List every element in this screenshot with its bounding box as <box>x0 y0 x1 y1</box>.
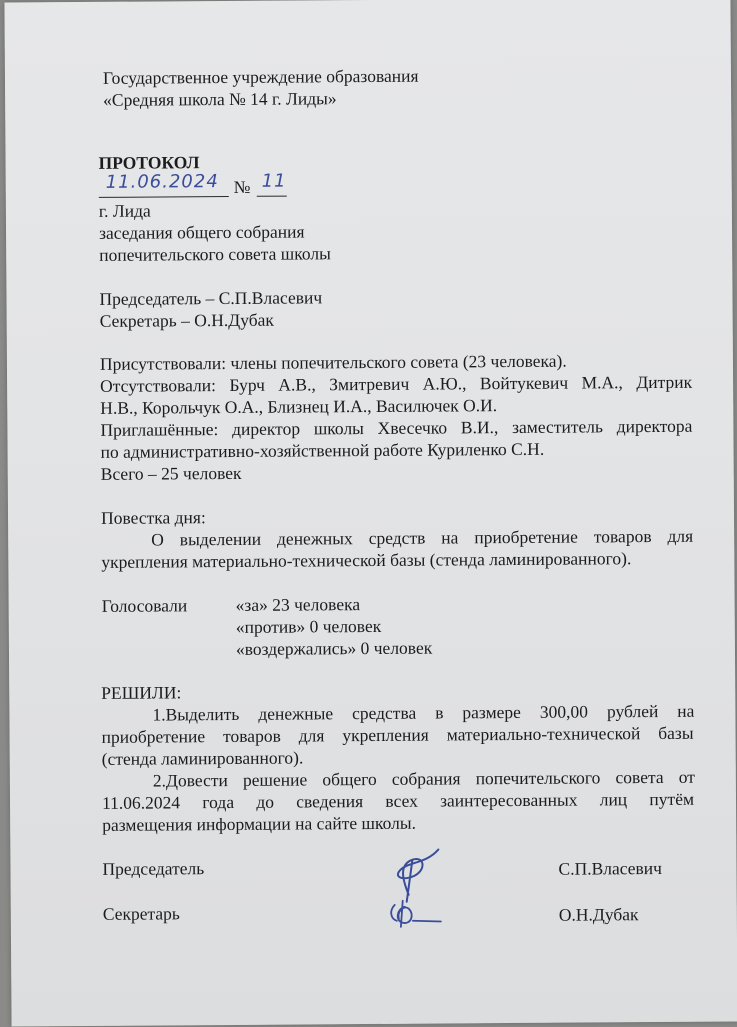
absent-line-1: Отсутствовали: Бурч А.В., Змитревич А.Ю., Войтукевич М.А., Дитрик <box>100 371 693 396</box>
total-line: Всего – 25 человек <box>100 462 242 484</box>
invited-line-1: Приглашённые: директор школы Хвесечко В.И., заместитель директора <box>100 415 693 440</box>
secretary-signature-mark <box>383 894 463 935</box>
number-sign: № <box>233 176 251 197</box>
agenda-item-line-1: О выделении денежных средств на приобретение товаров для <box>151 525 694 550</box>
number-underline <box>257 196 287 197</box>
chair-line: Председатель – С.П.Власевич <box>99 287 323 309</box>
agenda-item-line-2: укрепления материально-технической базы (стенда ламинированного). <box>101 548 632 572</box>
vote-abstained: «воздержались» 0 человек <box>235 637 433 659</box>
chair-signature-name: С.П.Власевич <box>558 857 662 879</box>
secretary-line: Секретарь – О.Н.Дубак <box>99 309 274 331</box>
voting-label: Голосовали <box>101 595 188 616</box>
decision-heading: РЕШИЛИ: <box>101 682 182 703</box>
absent-line-2: Н.В., Корольчук О.А., Близнец И.А., Василючек О.И. <box>100 395 498 418</box>
subject-line-1: заседания общего собрания <box>98 221 305 243</box>
decision-item-2-line-2: 11.06.2024 года до сведения всех заинтересованных лиц путём <box>101 788 695 813</box>
vote-for: «за» 23 человека <box>235 594 361 615</box>
present-line: Присутствовали: члены попечительского совета (23 человека). <box>99 350 567 374</box>
document-page <box>4 0 737 1027</box>
date-underline <box>99 196 229 198</box>
protocol-title: ПРОТОКОЛ <box>98 152 200 173</box>
vote-against: «против» 0 человек <box>235 615 382 637</box>
decision-item-1-line-1: 1.Выделить денежные средства в размере 300,00 рублей на <box>152 700 695 725</box>
agenda-heading: Повестка дня: <box>100 507 206 528</box>
invited-line-2: по административно-хозяйственной работе Куриленко С.Н. <box>100 438 545 462</box>
city: г. Лида <box>98 200 151 221</box>
org-line-2: «Средняя школа № 14 г. Лиды» <box>103 88 337 110</box>
decision-item-1-line-3: (стенда ламинированного). <box>101 747 304 769</box>
handwritten-number: 11 <box>261 170 287 192</box>
secretary-signature-label: Секретарь <box>102 903 180 924</box>
chair-signature-label: Председатель <box>102 858 205 879</box>
decision-item-2-line-3: размещения информации на сайте школы. <box>102 812 417 835</box>
secretary-signature-name: О.Н.Дубак <box>558 904 639 925</box>
decision-item-1-line-2: приобретение товаров для укрепления материально-технической базы <box>101 722 694 747</box>
org-line-1: Государственное учреждение образования <box>102 65 419 88</box>
decision-item-2-line-1: 2.Довести решение общего собрания попечительского совета от <box>152 766 695 791</box>
handwritten-date: 11.06.2024 <box>105 171 219 193</box>
subject-line-2: попечительского совета школы <box>99 243 331 265</box>
